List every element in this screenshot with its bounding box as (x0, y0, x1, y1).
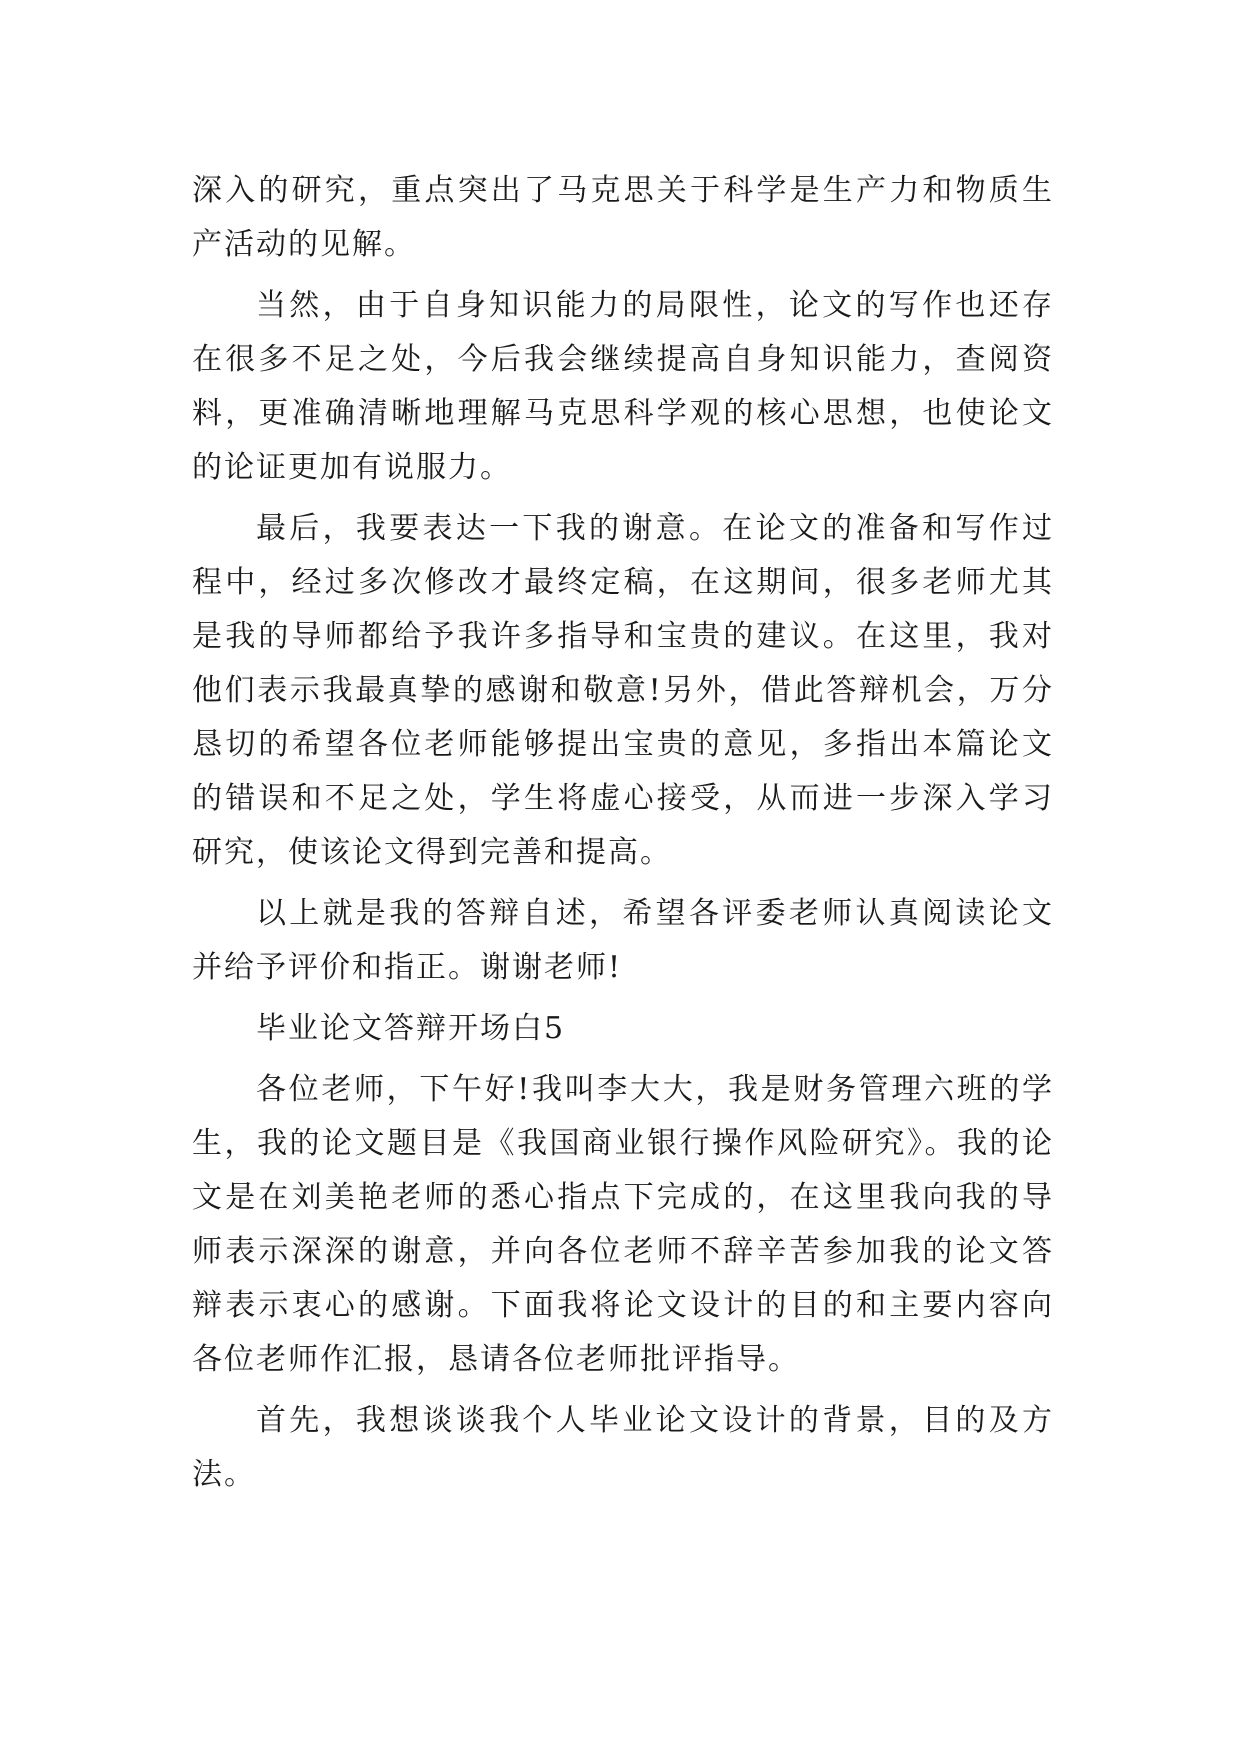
paragraph-introduction: 各位老师，下午好!我叫李大大，我是财务管理六班的学生，我的论文题目是《我国商业银行操作风险研究》。我的论文是在刘美艳老师的悉心指点下完成的，在这里我向我的导师表示深深的谢意，并向各位老师不辞辛苦参加我的论文答辩表示衷心的感谢。下面我将论文设计的目的和主要内容向各位老师作汇报，恳请各位老师批评指导。 (192, 1072, 1054, 1377)
paragraph-continuation: 深入的研究，重点突出了马克思关于科学是生产力和物质生产活动的见解。 (192, 173, 1054, 262)
paragraph-closing: 以上就是我的答辩自述，希望各评委老师认真阅读论文并给予评价和指正。谢谢老师! (192, 896, 1054, 985)
paragraph-acknowledgement: 最后，我要表达一下我的谢意。在论文的准备和写作过程中，经过多次修改才最终定稿，在这期间，很多老师尤其是我的导师都给予我许多指导和宝贵的建议。在这里，我对他们表示我最真挚的感谢和敬意!另外，借此答辩机会，万分恳切的希望各位老师能够提出宝贵的意见，多指出本篇论文的错误和不足之处，学生将虚心接受，从而进一步深入学习研究，使该论文得到完善和提高。 (192, 511, 1054, 870)
section-heading: 毕业论文答辩开场白5 (256, 1011, 566, 1046)
paragraph-limitations: 当然，由于自身知识能力的局限性，论文的写作也还存在很多不足之处，今后我会继续提高自身知识能力，查阅资料，更准确清晰地理解马克思科学观的核心思想，也使论文的论证更加有说服力。 (192, 288, 1054, 485)
paragraph-background: 首先，我想谈谈我个人毕业论文设计的背景，目的及方法。 (192, 1403, 1054, 1492)
document-body (192, 164, 1054, 1509)
